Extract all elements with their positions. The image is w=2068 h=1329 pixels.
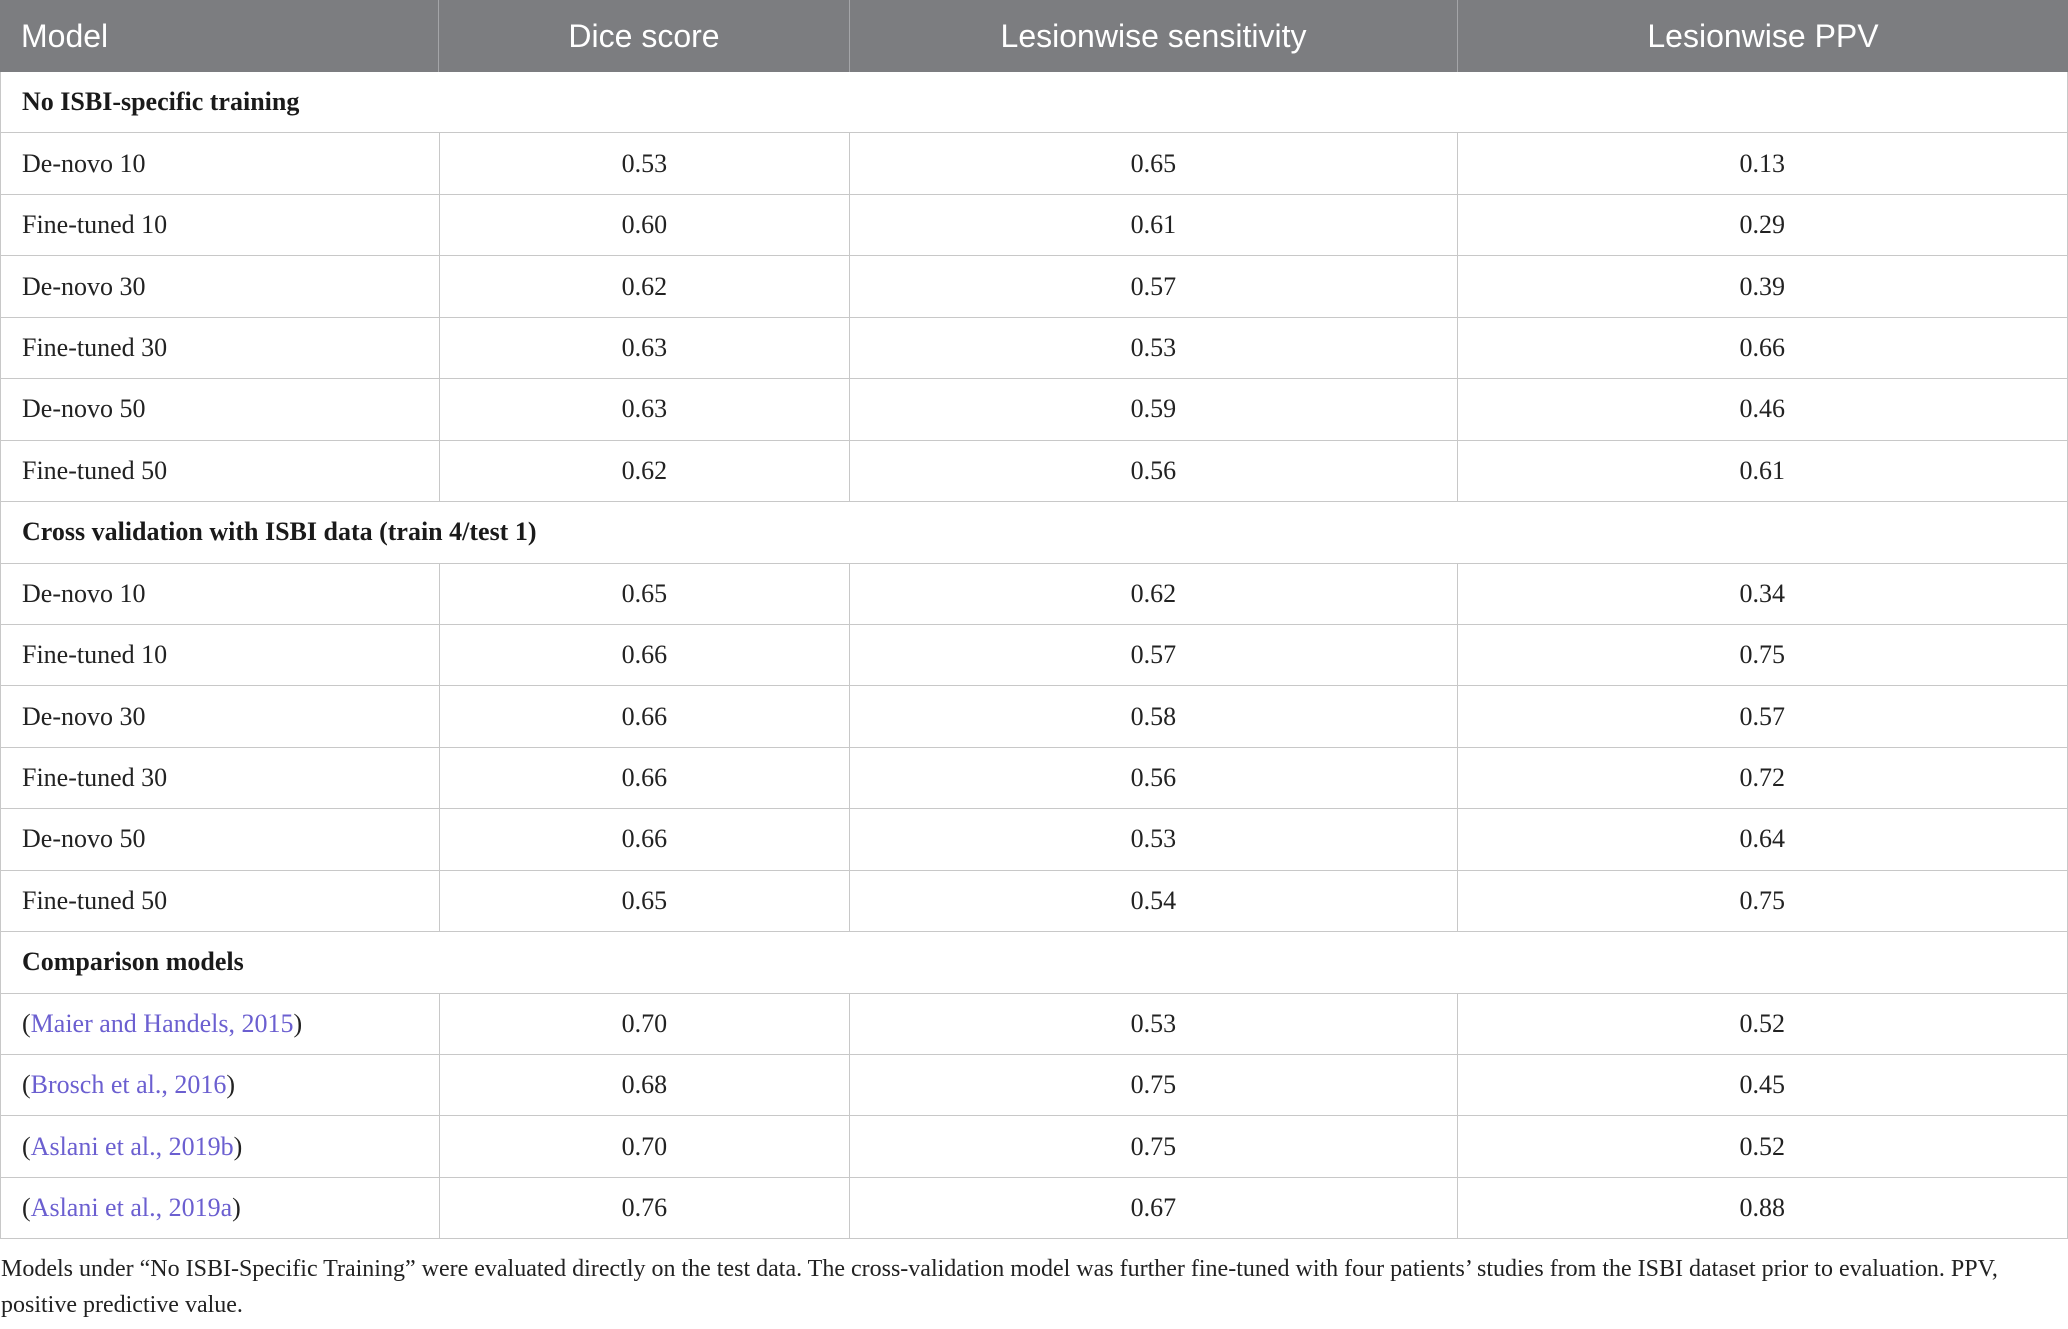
dice-score-cell: 0.60 (439, 195, 850, 255)
close-parenthesis: ) (232, 1193, 241, 1223)
sensitivity-cell: 0.58 (849, 686, 1456, 746)
ppv-cell: 0.45 (1457, 1055, 2067, 1115)
dice-score-cell: 0.66 (439, 686, 850, 746)
model-cell: Fine-tuned 10 (22, 210, 168, 240)
close-parenthesis: ) (233, 1131, 243, 1161)
dice-score-cell: 0.62 (439, 256, 850, 316)
model-cell (1, 994, 439, 1054)
ppv-cell: 0.57 (1457, 686, 2067, 746)
ppv-cell: 0.75 (1457, 625, 2067, 685)
dice-score-cell: 0.66 (439, 748, 850, 808)
sensitivity-cell: 0.59 (849, 379, 1456, 439)
sensitivity-cell: 0.53 (849, 994, 1456, 1054)
ppv-cell: 0.46 (1457, 379, 2067, 439)
table-row (0, 1178, 2068, 1239)
ppv-cell: 0.61 (1457, 441, 2067, 501)
model-cell: Fine-tuned 50 (22, 455, 168, 485)
sensitivity-cell: 0.53 (849, 318, 1456, 378)
model-cell: De-novo 30 (22, 271, 146, 301)
table-row (0, 748, 2068, 809)
ppv-cell: 0.29 (1457, 195, 2067, 255)
ppv-cell: 0.64 (1457, 809, 2067, 869)
dice-score-cell: 0.63 (439, 379, 850, 439)
model-cell: De-novo 10 (22, 148, 146, 178)
close-parenthesis: ) (226, 1070, 236, 1100)
reference-link[interactable]: Aslani et al., 2019b (30, 1131, 234, 1161)
dice-score-cell: 0.65 (439, 871, 850, 931)
model-cell (1, 1055, 439, 1115)
ppv-cell: 0.75 (1457, 871, 2067, 931)
table-row (0, 318, 2068, 379)
table-footnote: Models under “No ISBI-Specific Training” were evaluated directly on the test data. The cross-validation model was further fine-tuned with four patients’ studies from the ISBI dataset prior to evaluation. PPV, positive predictive value. (1, 1256, 1998, 1319)
model-cell: Fine-tuned 30 (22, 332, 168, 362)
dice-score-cell: 0.66 (439, 625, 850, 685)
close-parenthesis: ) (293, 1008, 303, 1038)
dice-score-cell: 0.66 (439, 809, 850, 869)
reference-link[interactable]: Aslani et al., 2019a (30, 1193, 233, 1223)
column-header-lesionwise-ppv: Lesionwise PPV (1457, 0, 2068, 72)
dice-score-cell: 0.76 (439, 1178, 850, 1238)
model-cell: De-novo 10 (22, 578, 146, 608)
table-row (0, 441, 2068, 502)
sensitivity-cell: 0.61 (849, 195, 1456, 255)
table-row (0, 564, 2068, 625)
model-cell: Fine-tuned 10 (22, 640, 168, 670)
dice-score-cell: 0.62 (439, 441, 850, 501)
open-parenthesis: ( (22, 1008, 31, 1038)
table-header-row (0, 0, 2068, 72)
dice-score-cell: 0.63 (439, 318, 850, 378)
model-cell: Fine-tuned 30 (22, 763, 168, 793)
sensitivity-cell: 0.75 (849, 1116, 1456, 1176)
ppv-cell: 0.39 (1457, 256, 2067, 316)
model-cell: De-novo 50 (22, 824, 146, 854)
table-row (0, 1055, 2068, 1116)
open-parenthesis: ( (22, 1193, 31, 1223)
table-row (0, 1116, 2068, 1177)
dice-score-cell: 0.65 (439, 564, 850, 624)
model-cell (1, 1116, 439, 1176)
open-parenthesis: ( (22, 1131, 31, 1161)
model-cell: Fine-tuned 50 (22, 885, 168, 915)
dice-score-cell: 0.53 (439, 133, 850, 193)
section-header: Comparison models (0, 932, 2068, 993)
section-header: No ISBI-specific training (0, 72, 2068, 133)
ppv-cell: 0.66 (1457, 318, 2067, 378)
table-row (0, 871, 2068, 932)
ppv-cell: 0.88 (1457, 1178, 2067, 1238)
sensitivity-cell: 0.62 (849, 564, 1456, 624)
dice-score-cell: 0.68 (439, 1055, 850, 1115)
table-row (0, 133, 2068, 194)
column-header-dice-score: Dice score (438, 0, 849, 72)
model-cell: De-novo 50 (22, 394, 146, 424)
column-header-lesionwise-sensitivity: Lesionwise sensitivity (849, 0, 1457, 72)
ppv-cell: 0.72 (1457, 748, 2067, 808)
reference-link[interactable]: Brosch et al., 2016 (30, 1070, 227, 1100)
column-header-model: Model (21, 17, 109, 54)
section-header: Cross validation with ISBI data (train 4/test 1) (0, 502, 2068, 563)
ppv-cell: 0.13 (1457, 133, 2067, 193)
table-row (0, 809, 2068, 870)
reference-link[interactable]: Maier and Handels, 2015 (30, 1008, 294, 1038)
table-row (0, 256, 2068, 317)
ppv-cell: 0.52 (1457, 994, 2067, 1054)
sensitivity-cell: 0.57 (849, 625, 1456, 685)
sensitivity-cell: 0.53 (849, 809, 1456, 869)
sensitivity-cell: 0.65 (849, 133, 1456, 193)
sensitivity-cell: 0.56 (849, 748, 1456, 808)
model-cell (1, 1178, 439, 1238)
sensitivity-cell: 0.56 (849, 441, 1456, 501)
sensitivity-cell: 0.75 (849, 1055, 1456, 1115)
table-row (0, 994, 2068, 1055)
sensitivity-cell: 0.57 (849, 256, 1456, 316)
table-row (0, 686, 2068, 747)
table-row (0, 195, 2068, 256)
table-row (0, 379, 2068, 440)
sensitivity-cell: 0.67 (849, 1178, 1456, 1238)
dice-score-cell: 0.70 (439, 994, 850, 1054)
table-row (0, 625, 2068, 686)
model-cell: De-novo 30 (22, 701, 146, 731)
ppv-cell: 0.34 (1457, 564, 2067, 624)
open-parenthesis: ( (22, 1070, 31, 1100)
sensitivity-cell: 0.54 (849, 871, 1456, 931)
dice-score-cell: 0.70 (439, 1116, 850, 1176)
ppv-cell: 0.52 (1457, 1116, 2067, 1176)
